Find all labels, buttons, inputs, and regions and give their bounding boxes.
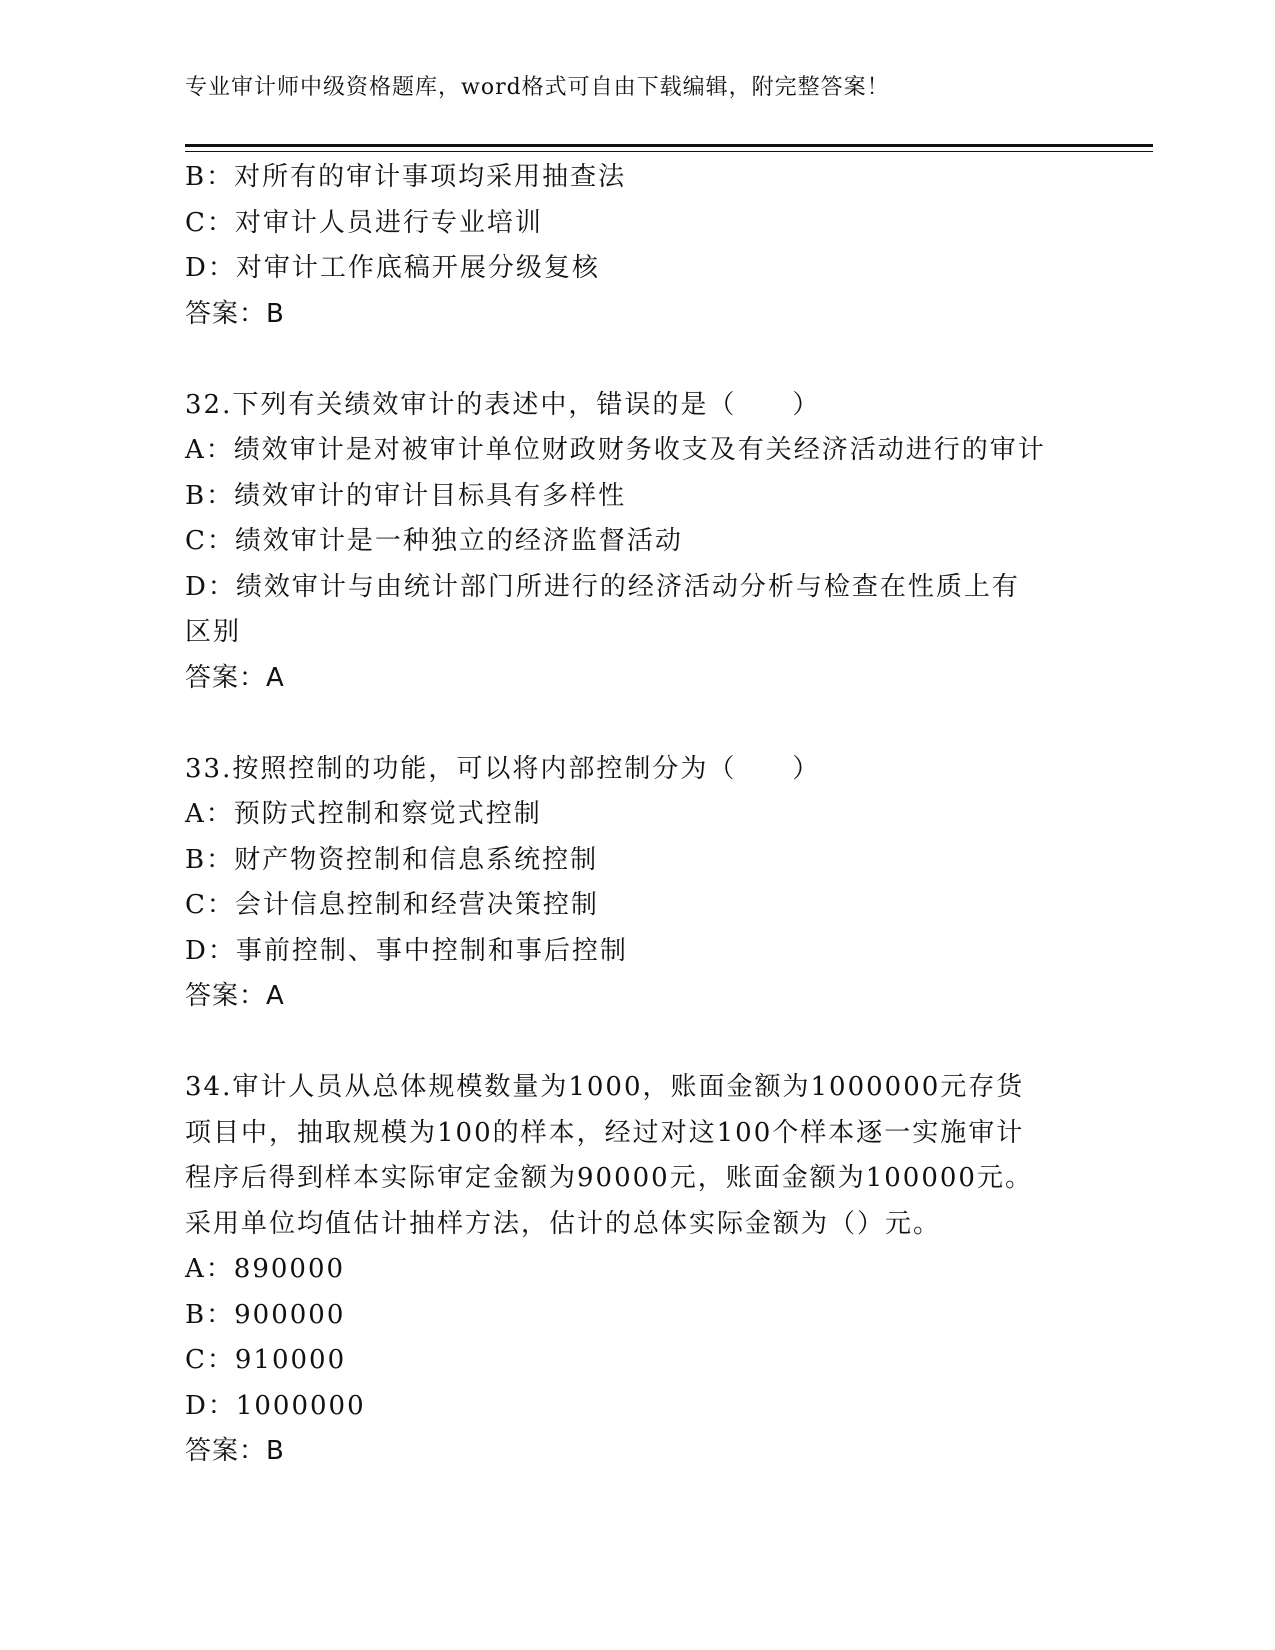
question-text: 34.审计人员从总体规模数量为1000，账面金额为1000000元存货项目中，抽取规模为100的样本，经过对这100个样本逐一实施审计程序后得到样本实际审定金额为90000元，账面金额为100000元。采用单位均值估计抽样方法，估计的总体实际金额为（）元。 — [185, 1072, 1033, 1239]
question-block-prev — [185, 155, 1085, 337]
option-d: D：对审计工作底稿开展分级复核 — [185, 253, 600, 283]
question-block-32 — [185, 383, 1085, 702]
question-block-34 — [185, 1065, 1085, 1475]
option-d: D：1000000 — [185, 1390, 366, 1421]
header-rule-thick — [185, 144, 1153, 147]
page-header: 专业审计师中级资格题库，word格式可自由下载编辑，附完整答案！ — [185, 75, 890, 100]
question-text: 32.下列有关绩效审计的表述中，错误的是（ ） — [185, 389, 821, 420]
option-a: A：绩效审计是对被审计单位财政财务收支及有关经济活动进行的审计 — [185, 435, 1046, 465]
question-block-33 — [185, 747, 1085, 1020]
option-c: C：910000 — [185, 1345, 347, 1375]
option-b: B：绩效审计的审计目标具有多样性 — [185, 480, 627, 511]
option-b: B：财产物资控制和信息系统控制 — [185, 844, 599, 875]
header-rule-thin — [185, 151, 1153, 152]
option-d: D：绩效审计与由统计部门所进行的经济活动分析与检查在性质上有区别 — [185, 571, 1020, 647]
option-a: A：预防式控制和察觉式控制 — [185, 799, 542, 829]
answer: 答案：A — [185, 662, 285, 693]
option-c: C：绩效审计是一种独立的经济监督活动 — [185, 526, 683, 556]
option-c: C：对审计人员进行专业培训 — [185, 207, 543, 238]
spacer — [185, 1020, 1085, 1066]
question-list — [185, 155, 1085, 1475]
spacer — [185, 337, 1085, 383]
option-d: D：事前控制、事中控制和事后控制 — [185, 935, 628, 966]
option-b: B：900000 — [185, 1299, 346, 1330]
option-a: A：890000 — [185, 1254, 346, 1284]
answer: 答案：B — [185, 298, 285, 329]
option-c: C：会计信息控制和经营决策控制 — [185, 890, 599, 920]
answer: 答案：B — [185, 1436, 285, 1466]
answer: 答案：A — [185, 981, 285, 1011]
spacer — [185, 701, 1085, 747]
option-b: B：对所有的审计事项均采用抽查法 — [185, 162, 627, 192]
question-text: 33.按照控制的功能，可以将内部控制分为（ ） — [185, 753, 821, 784]
